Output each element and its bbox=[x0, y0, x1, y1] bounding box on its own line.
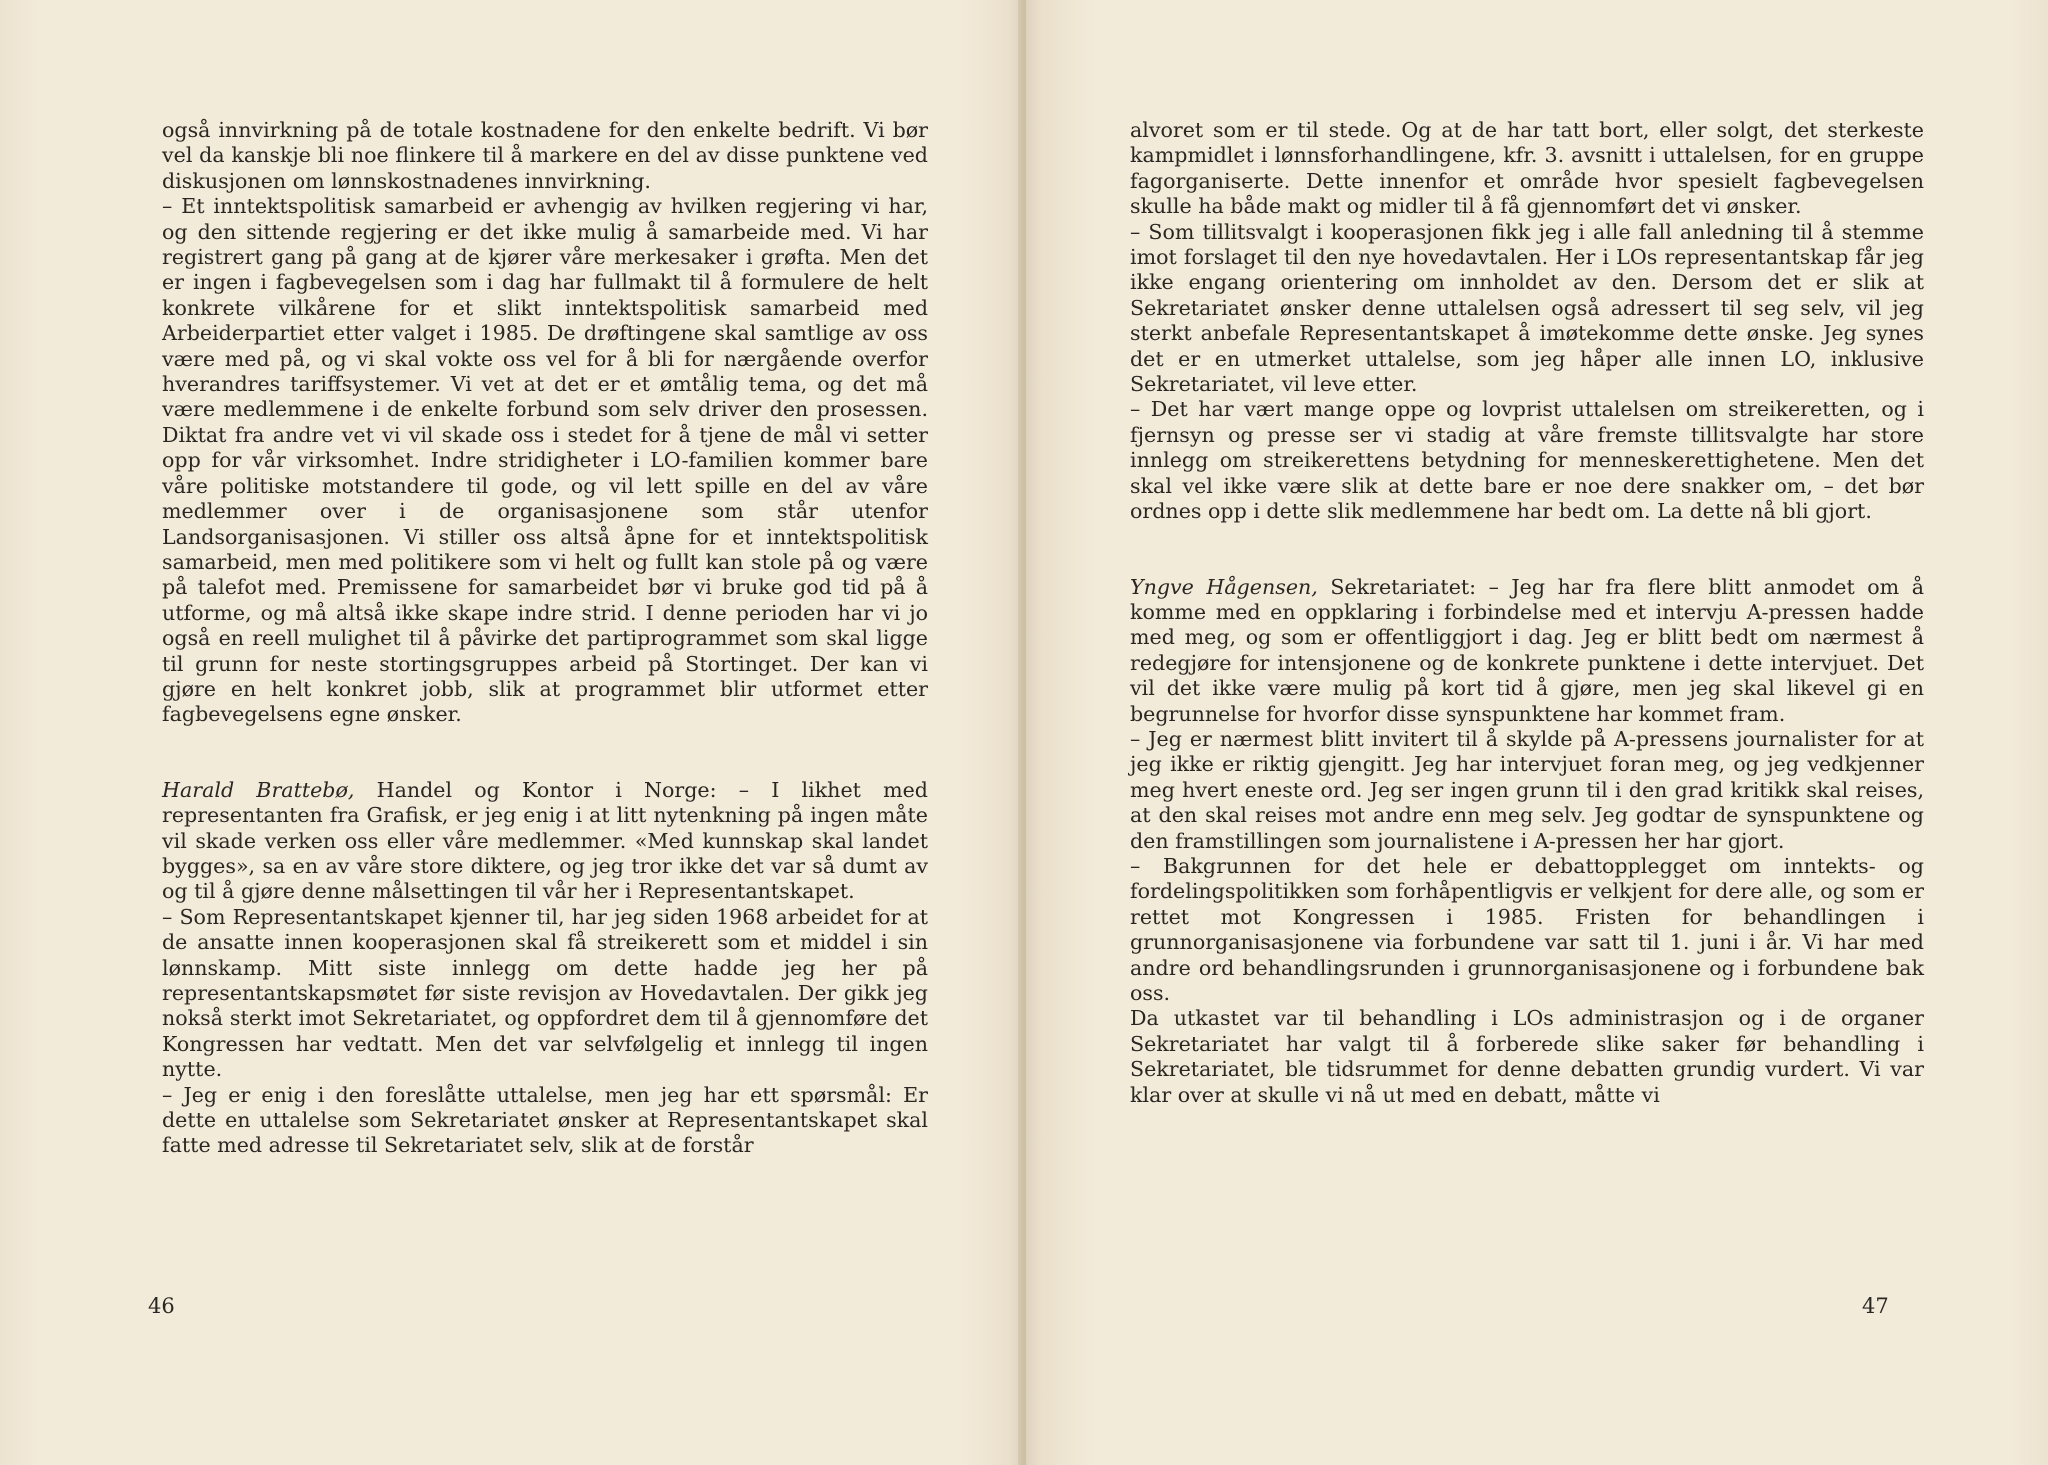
paragraph: alvoret som er til stede. Og at de har tatt bort, eller solgt, det sterkeste kampmidlet i lønnsforhandlingene, kfr. 3. avsnitt i uttalelsen, for en gruppe fagorganiserte. Dette innenfor et område hvor spesielt fagbevegelsen skulle ha både makt og midler til å få gjennomført det vi ønsker. bbox=[1130, 118, 1924, 219]
speaker-paragraph bbox=[162, 778, 928, 905]
left-page bbox=[0, 0, 1022, 1465]
paragraph: – Et inntektspolitisk samarbeid er avhengig av hvilken regjering vi har, og den sittende regjering er det ikke mulig å samarbeide med. Vi har registrert gang på gang at de kjører våre merkesaker i grøfta. Men det er ingen i fagbevegelsen som i dag har fullmakt til å formulere de helt konkrete vilkårene for et slikt inntektspolitisk samarbeid med Arbeiderpartiet etter valget i 1985. De drøftingene skal samtlige av oss være med på, og vi skal vokte oss vel for å bli for nærgående overfor hverandres tariffsystemer. Vi vet at det er et ømtålig tema, og det må være medlemmene i de enkelte forbund som selv driver den prosessen. Diktat fra andre vet vi vil skade oss i stedet for å tjene de mål vi setter opp for vår virksomhet. Indre stridigheter i LO-familien kommer bare våre politiske motstandere til gode, og vil lett spille en del av våre medlemmer over i de organisasjonene som står utenfor Landsorganisasjonen. Vi stiller oss altså åpne for et inntektspolitisk samarbeid, men med politikere som vi helt og fullt kan stole på og være på talefot med. Premissene for samarbeidet bør vi bruke god tid på å utforme, og må altså ikke skape indre strid. I denne perioden har vi jo også en reell mulighet til å påvirke det partiprogrammet som skal ligge til grunn for neste stortingsgruppes arbeid på Stortinget. Der kan vi gjøre en helt konkret jobb, slik at programmet blir utformet etter fagbevegelsens egne ønsker. bbox=[162, 194, 928, 727]
paragraph: – Det har vært mange oppe og lovprist uttalelsen om streikeretten, og i fjernsyn og presse ser vi stadig at våre fremste tillitsvalgte har store innlegg om streikerettens betydning for menneskerettighetene. Men det skal vel ikke være slik at dette bare er noe dere snakker om, – det bør ordnes opp i dette slik medlemmene har bedt om. La dette nå bli gjort. bbox=[1130, 397, 1924, 524]
speaker-name: Yngve Hågensen, bbox=[1130, 574, 1318, 599]
paragraph: – Som Representantskapet kjenner til, har jeg siden 1968 arbeidet for at de ansatte innen kooperasjonen skal få streikerett som et middel i sin lønnskamp. Mitt siste innlegg om dette hadde jeg her på representantskapsmøtet før siste revisjon av Hovedavtalen. Der gikk jeg nokså sterkt imot Sekretariatet, og oppfordret dem til å gjennomføre det Kongressen har vedtatt. Men det var selvfølgelig et innlegg til ingen nytte. bbox=[162, 904, 928, 1082]
paragraph: – Jeg er enig i den foreslåtte uttalelse, men jeg har ett spørsmål: Er dette en uttalelse som Sekretariatet ønsker at Representantskapet skal fatte med adresse til Sekretariatet selv, slik at de forstår bbox=[162, 1082, 928, 1158]
left-text-column bbox=[162, 118, 928, 1159]
page-number: 47 bbox=[1862, 1294, 1889, 1318]
speaker-name: Harald Brattebø, bbox=[162, 777, 355, 802]
speaker-paragraph bbox=[1130, 575, 1924, 727]
right-page bbox=[1026, 0, 2048, 1465]
paragraph: – Jeg er nærmest blitt invitert til å skylde på A-pressens journalister for at jeg ikke er riktig gjengitt. Jeg har intervjuet foran meg, og jeg vedkjenner meg hvert eneste ord. Jeg ser ingen grunn til i den grad kritikk skal reises, at den skal reises mot andre enn meg selv. Jeg godtar de synspunktene og den framstillingen som journalistene i A-pressen her har gjort. bbox=[1130, 726, 1924, 853]
paragraph: Da utkastet var til behandling i LOs administrasjon og i de organer Sekretariatet har valgt til å forberede slike saker før behandling i Sekretariatet, ble tidsrummet for denne debatten grundig vurdert. Vi var klar over at skulle vi nå ut med en debatt, måtte vi bbox=[1130, 1006, 1924, 1107]
page-number: 46 bbox=[148, 1294, 175, 1318]
right-text-column bbox=[1130, 118, 1924, 1108]
paragraph: også innvirkning på de totale kostnadene for den enkelte bedrift. Vi bør vel da kanskje bli noe flinkere til å markere en del av disse punktene ved diskusjonen om lønnskostnadenes innvirkning. bbox=[162, 118, 928, 193]
paragraph: – Som tillitsvalgt i kooperasjonen fikk jeg i alle fall anledning til å stemme imot forslaget til den nye hovedavtalen. Her i LOs representantskap får jeg ikke engang orientering om innholdet av den. Dersom det er slik at Sekretariatet ønsker denne uttalelsen også adressert til seg selv, vil jeg sterkt anbefale Representantskapet å imøtekomme dette ønske. Jeg synes det er en utmerket uttalelse, som jeg håper alle innen LO, inklusive Sekretariatet, vil leve etter. bbox=[1130, 219, 1924, 397]
paragraph: – Bakgrunnen for det hele er debattopplegget om inntekts- og fordelingspolitikken som forhåpentligvis er velkjent for dere alle, og som er rettet mot Kongressen i 1985. Fristen for behandlingen i grunnorganisasjonene via forbundene var satt til 1. juni i år. Vi har med andre ord behandlingsrunden i grunnorganisasjonene og i forbundene bak oss. bbox=[1130, 853, 1924, 1005]
speaker-intro: Sekretariatet: – Jeg har fra flere blitt anmodet om å komme med en oppklaring i forbindelse med et intervju A-pressen hadde med meg, og som er offentliggjort i dag. Jeg er blitt bedt om nærmest å redegjøre for intensjonene og de konkrete punktene i dette intervjuet. Det vil det ikke være mulig på kort tid å gjøre, men jeg skal likevel gi en begrunnelse for hvorfor disse synspunktene har kommet fram. bbox=[1130, 574, 1924, 726]
speaker-intro: Handel og Kontor i Norge: – I likhet med representanten fra Grafisk, er jeg enig i at litt nytenkning på ingen måte vil skade verken oss eller våre medlemmer. «Med kunnskap skal landet bygges», sa en av våre store diktere, og jeg tror ikke det var så dumt av og til å gjøre denne målsettingen til vår her i Representantskapet. bbox=[162, 777, 928, 904]
